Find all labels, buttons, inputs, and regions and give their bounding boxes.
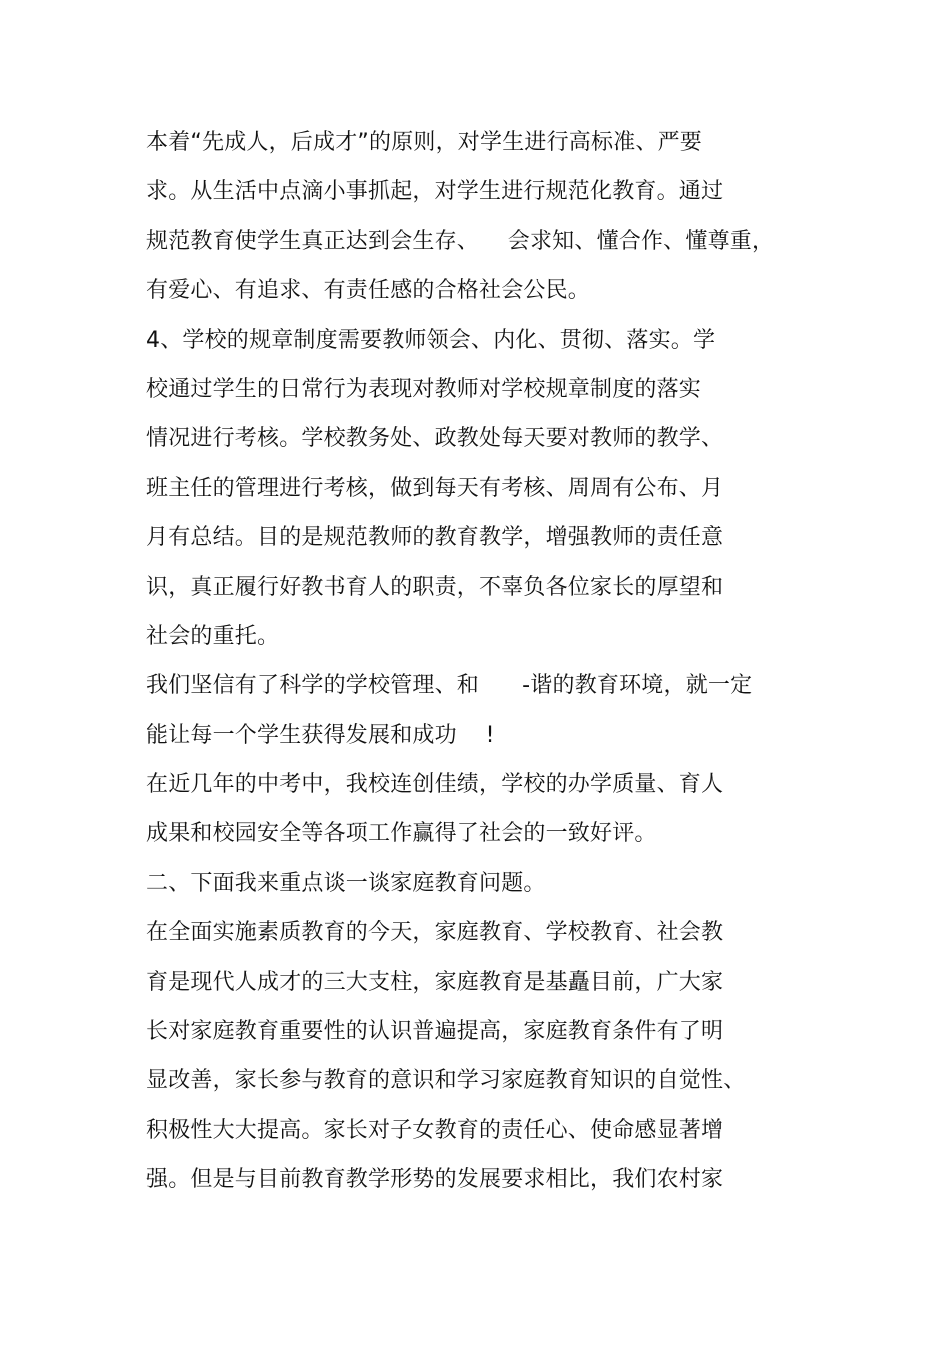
text-line: 情况进行考核。学校教务处、政教处每天要对教师的教学、 xyxy=(146,426,724,452)
text-line: 月有总结。目的是规范教师的教育教学，增强教师的责任意 xyxy=(146,525,724,551)
text-line: 识，真正履行好教书育人的职责，不辜负各位家长的厚望和 xyxy=(146,574,724,600)
text-line: 我们坚信有了科学的学校管理、和 -谐的教育环境，就一定 xyxy=(146,673,753,699)
text-line: 在近几年的中考中，我校连创佳绩，学校的办学质量、育人 xyxy=(146,772,724,798)
text-line: 长对家庭教育重要性的认识普遍提高，家庭教育条件有了明 xyxy=(146,1019,724,1045)
text-line: 本着“先成人，后成才”的原则，对学生进行高标准、严要 xyxy=(146,130,702,155)
text-line: 在全面实施素质教育的今天，家庭教育、学校教育、社会教 xyxy=(146,920,724,946)
text-line: 校通过学生的日常行为表现对教师对学校规章制度的落实 xyxy=(146,376,702,402)
text-line: 社会的重托。 xyxy=(146,623,280,649)
text-line: 求。从生活中点滴小事抓起，对学生进行规范化教育。通过 xyxy=(146,179,724,205)
text-line: 积极性大大提高。家长对子女教育的责任心、使命感显著增 xyxy=(146,1117,724,1143)
text-line: 二、下面我来重点谈一谈家庭教育问题。 xyxy=(146,870,546,896)
text-line: 规范教育使学生真正达到会生存、 会求知、懂合作、懂尊重， xyxy=(146,228,775,254)
text-line: 4、学校的规章制度需要教师领会、内化、贯彻、落实。学 xyxy=(146,327,716,353)
text-line: 育是现代人成才的三大支柱，家庭教育是基矗目前，广大家 xyxy=(146,969,724,995)
text-line: 成果和校园安全等各项工作赢得了社会的一致好评。 xyxy=(146,821,657,847)
text-line: 能让每一个学生获得发展和成功 ! xyxy=(146,722,495,748)
text-line: 班主任的管理进行考核，做到每天有考核、周周有公布、月 xyxy=(146,475,724,501)
text-line: 强。但是与目前教育教学形势的发展要求相比，我们农村家 xyxy=(146,1167,724,1193)
text-line: 有爱心、有追求、有责任感的合格社会公民。 xyxy=(146,278,591,304)
document-body xyxy=(146,118,846,1205)
text-line: 显改善，家长参与教育的意识和学习家庭教育知识的自觉性、 xyxy=(146,1068,746,1094)
